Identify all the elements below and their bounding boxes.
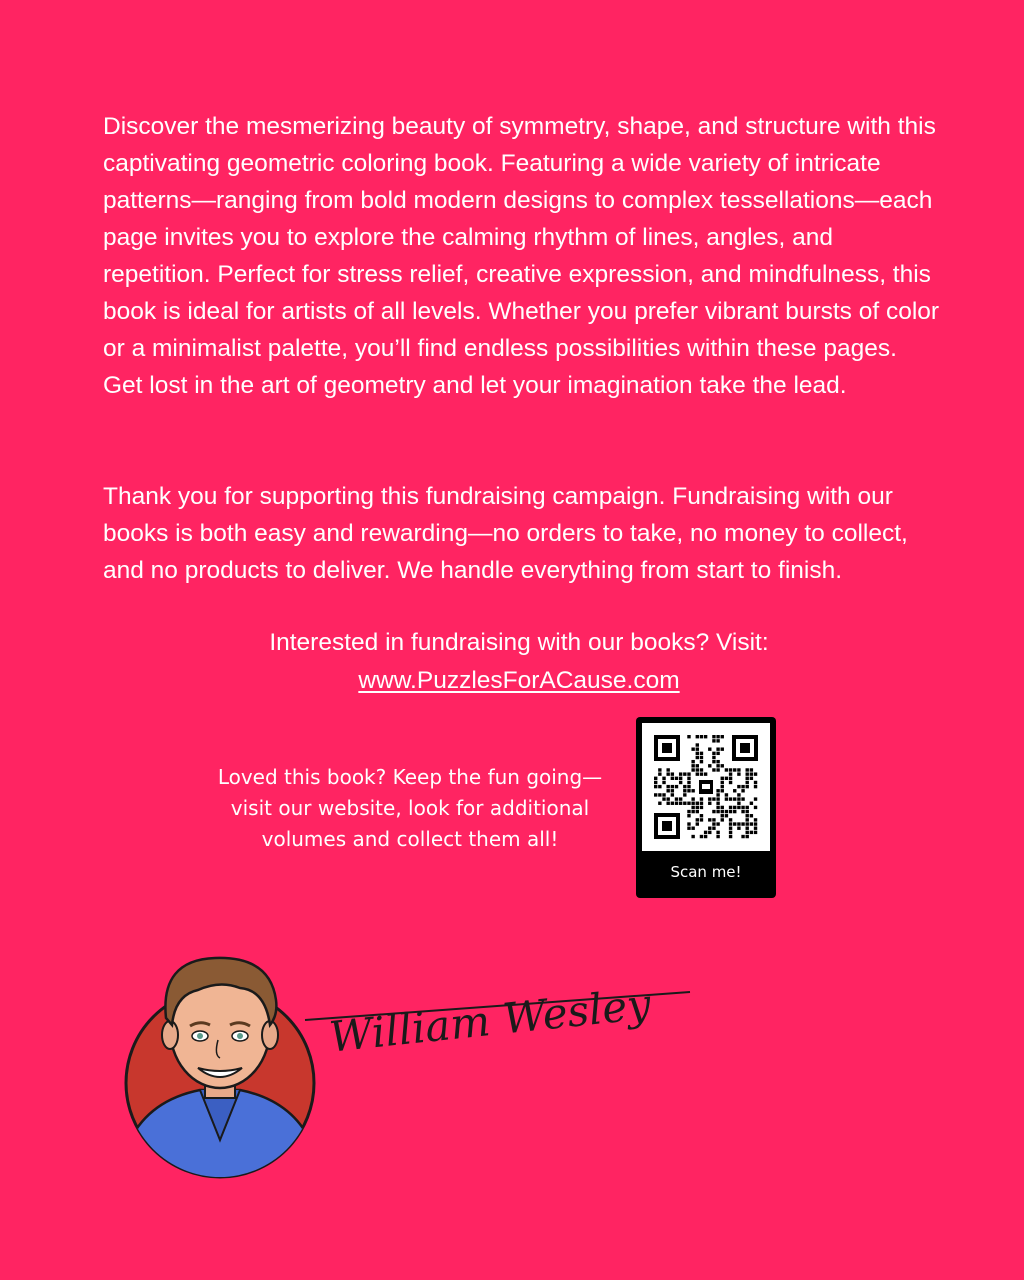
promo-line-2: visit our website, look for additional (230, 796, 590, 820)
author-signature (295, 940, 695, 1070)
promo-line-3: volumes and collect them all! (261, 827, 559, 851)
qr-label: Scan me! (670, 863, 742, 881)
website-link[interactable]: www.PuzzlesForACause.com (358, 667, 680, 694)
book-description: Discover the mesmerizing beauty of symmetry, shape, and structure with this captivating geometric coloring book. Featuring a wide variety of intricate patterns—ranging from bold modern designs to complex tessellations—each page invites you to explore the calming rhythm of lines, angles, and repetition. Perfect for stress relief, creative expression, and mindfulness, this book is ideal for artists of all levels. Whether you prefer vibrant bursts of color or a minimalist palette, you’ll find endless possibilities within these pages. Get lost in the art of geometry and let your imagination take the lead. (103, 113, 940, 399)
svg-text:William Wesley: William Wesley (327, 979, 654, 1062)
fundraising-cta (103, 624, 935, 700)
fundraising-thanks: Thank you for supporting this fundraising campaign. Fundraising with our books is both easy and rewarding—no orders to take, no money to collect, and no products to deliver. We handle everything from start to finish. (103, 483, 908, 584)
author-avatar (120, 940, 320, 1180)
promo-line-1: Loved this book? Keep the fun going— (217, 765, 603, 789)
qr-code-icon (642, 723, 770, 851)
fundraising-cta-text: Interested in fundraising with our books? Visit: (269, 629, 769, 656)
promo-text (190, 762, 630, 855)
qr-card[interactable] (636, 717, 776, 898)
